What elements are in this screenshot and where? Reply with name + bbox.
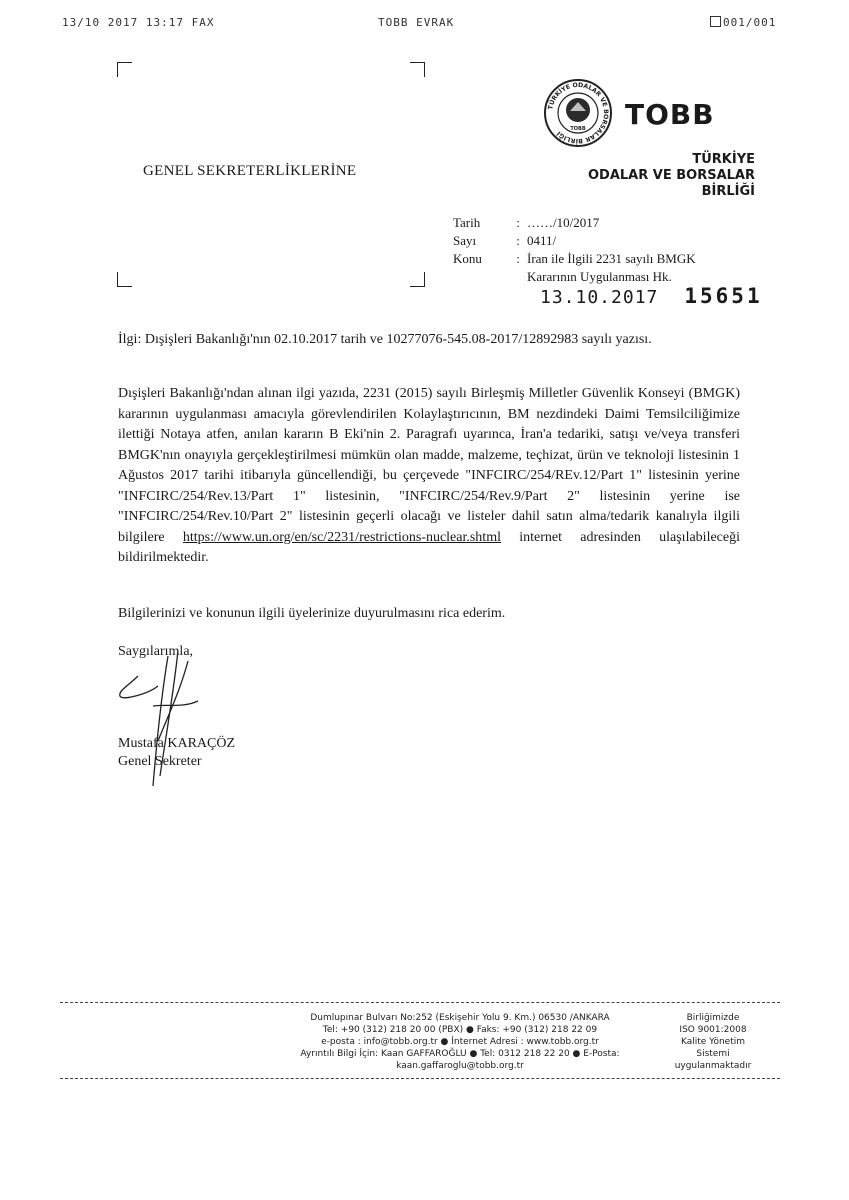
meta-date-value: ……/10/2017 [527, 215, 600, 230]
fax-page: 001/001 [710, 16, 776, 29]
quality-note: Birliğimizde ISO 9001:2008 Kalite Yönetim Sistemi uygulanmaktadır [674, 1013, 752, 1071]
meta-subject-row: Konu : İran ile İlgili 2231 sayılı BMGK Kararının Uygulanması Hk. [453, 251, 696, 284]
stamp-number: 15651 [684, 284, 763, 308]
salutation: Saygılarımla, [118, 644, 194, 659]
brand-wordmark: TOBB [625, 98, 715, 131]
footer-contact-person: Ayrıntılı Bilgi İçin: Kaan GAFFAROĞLU ● Tel: 0312 218 22 20 ● E-Posta: kaan.gaffaroglu@tobb.org.tr [300, 1049, 620, 1071]
seal-ring-text: TÜRKİYE ODALAR VE BORSALAR BİRLİĞİ [547, 81, 610, 145]
fax-sender: TOBB EVRAK [378, 16, 455, 29]
recipient: GENEL SEKRETERLİKLERİNE [143, 163, 357, 179]
window-corner-bottom-right [410, 272, 425, 287]
document-meta [453, 214, 696, 286]
window-corner-top-left [117, 62, 132, 77]
footer-contact [260, 1012, 660, 1072]
footer-email-web: e-posta : info@tobb.org.tr ● İnternet Adresi : www.tobb.org.tr [321, 1037, 599, 1047]
window-corner-top-right [410, 62, 425, 77]
fax-page-icon [710, 16, 721, 27]
meta-number-value: 0411/ [527, 233, 557, 248]
footer-rule-bottom [60, 1078, 780, 1079]
window-corner-bottom-left [117, 272, 132, 287]
seal-bottom-text: TOBB [570, 126, 586, 132]
tobb-logo [543, 78, 763, 208]
registry-stamp [540, 284, 763, 308]
meta-number-row: Sayı : 0411/ [453, 232, 696, 250]
tobb-seal-icon [543, 78, 613, 148]
closing-line: Bilgilerinizi ve konunun ilgili üyelerinize duyurulmasını rica ederim. [118, 606, 506, 621]
org-name: TÜRKİYE ODALAR VE BORSALAR BİRLİĞİ [587, 152, 755, 199]
footer-rule-top [60, 1002, 780, 1003]
signature-icon [108, 646, 218, 796]
body-paragraph: Dışişleri Bakanlığı'ndan alınan ilgi yazıda, 2231 (2015) sayılı Birleşmiş Milletler Güvenlik Konseyi (BMGK) kararının uygulanması amacıyla görevlendirilen Kolaylaştırıcının, BM nezdindeki Daimi Temsilciliğimize ilettiği Notaya atfen, anılan kararın B Eki'nin 2. Paragrafı uyarınca, İran'a tedariki, satışı ve/veya transferi BMGK'nın onayıyla gerçekleştirilmesi mümkün olan madde, malzeme, teçhizat, ürün ve teknoloji listesinin 1 Ağustos 2017 tarihi itibarıyla güncellendiği, bu çerçevede "INFCIRC/254/REv.12/Part 1" listesinin yerine "INFCIRC/254/Rev.13/Part 1" listesinin, "INFCIRC/254/Rev.9/Part 2" listesinin yerine ise "INFCIRC/254/Rev.10/Part 2" listesinin geçerli olacağı ve listeler dahil satın alma/tedarik kanalıyla ilgili bilgilere https://www.un.org/en/sc/2231/restrictions-nuclear.shtml internet adresinden ulaşılabileceği bildirilmektedir. [118, 386, 740, 565]
fax-datetime: 13/10 2017 13:17 FAX [62, 16, 215, 29]
reference-line: İlgi: Dışişleri Bakanlığı'nın 02.10.2017 tarih ve 10277076-545.08-2017/12892983 sayılı yazısı. [118, 332, 652, 347]
signer-name: Mustafa KARAÇÖZ [118, 736, 236, 751]
footer-address: Dumlupınar Bulvarı No:252 (Eskişehir Yolu 9. Km.) 06530 /ANKARA [310, 1013, 610, 1023]
meta-date-row: Tarih : ……/10/2017 [453, 214, 696, 232]
signer-title: Genel Sekreter [118, 754, 202, 769]
footer-phone: Tel: +90 (312) 218 20 00 (PBX) ● Faks: +90 (312) 218 22 09 [322, 1025, 598, 1035]
meta-subject-value: İran ile İlgili 2231 sayılı BMGK Kararının Uygulanması Hk. [527, 251, 696, 284]
signer-block [118, 735, 235, 771]
restrictions-link[interactable]: https://www.un.org/en/sc/2231/restrictions-nuclear.shtml [182, 529, 501, 545]
stamp-date: 13.10.2017 [540, 287, 659, 308]
